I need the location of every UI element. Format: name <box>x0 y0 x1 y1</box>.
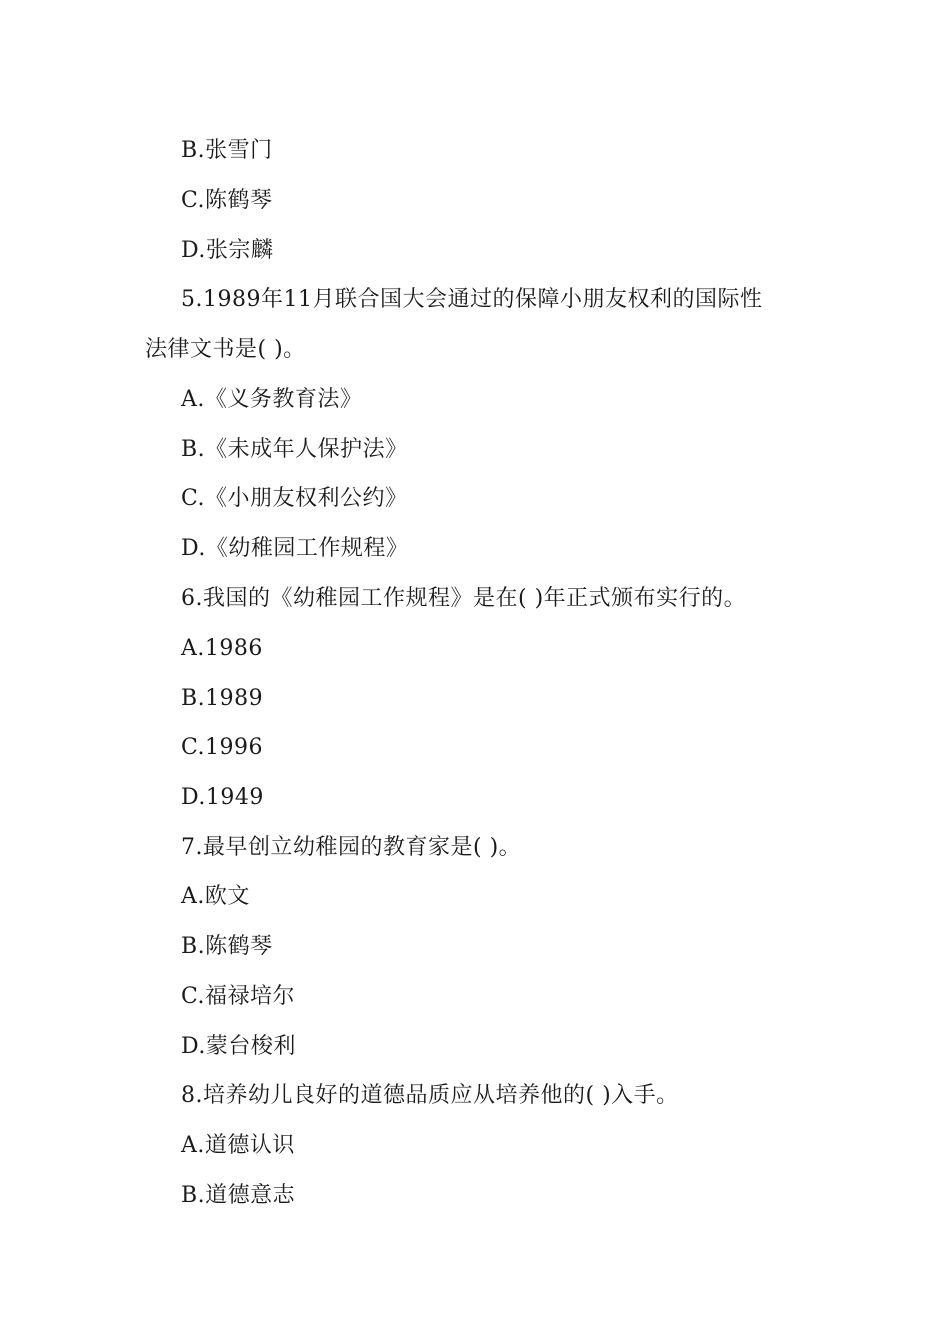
option-line: B.1989 <box>181 686 264 711</box>
option-line: B.《未成年人保护法》 <box>181 437 408 462</box>
option-line: C.福禄培尔 <box>181 984 296 1009</box>
option-line: C.《小朋友权利公约》 <box>181 486 408 511</box>
option-line: A.欧文 <box>181 884 250 909</box>
question-line: 6.我国的《幼稚园工作规程》是在( )年正式颁布实行的。 <box>181 586 747 611</box>
question-continuation-line: 法律文书是( )。 <box>145 337 306 362</box>
option-line: D.《幼稚园工作规程》 <box>181 536 409 561</box>
option-line: C.1996 <box>181 735 264 760</box>
question-line: 8.培养幼儿良好的道德品质应从培养他的( )入手。 <box>181 1083 679 1108</box>
option-line: B.陈鹤琴 <box>181 934 273 959</box>
question-line: 5.1989年11月联合国大会通过的保障小朋友权利的国际性 <box>181 287 763 312</box>
option-line: A.1986 <box>181 636 263 661</box>
option-line: A.《义务教育法》 <box>181 387 363 412</box>
option-line: D.蒙台梭利 <box>181 1034 296 1059</box>
option-line: B.张雪门 <box>181 138 273 163</box>
option-line: B.道德意志 <box>181 1183 296 1208</box>
question-line: 7.最早创立幼稚园的教育家是( )。 <box>181 835 522 860</box>
option-line: A.道德认识 <box>181 1133 295 1158</box>
option-line: D.张宗麟 <box>181 238 274 263</box>
option-line: C.陈鹤琴 <box>181 188 273 213</box>
option-line: D.1949 <box>181 785 264 810</box>
